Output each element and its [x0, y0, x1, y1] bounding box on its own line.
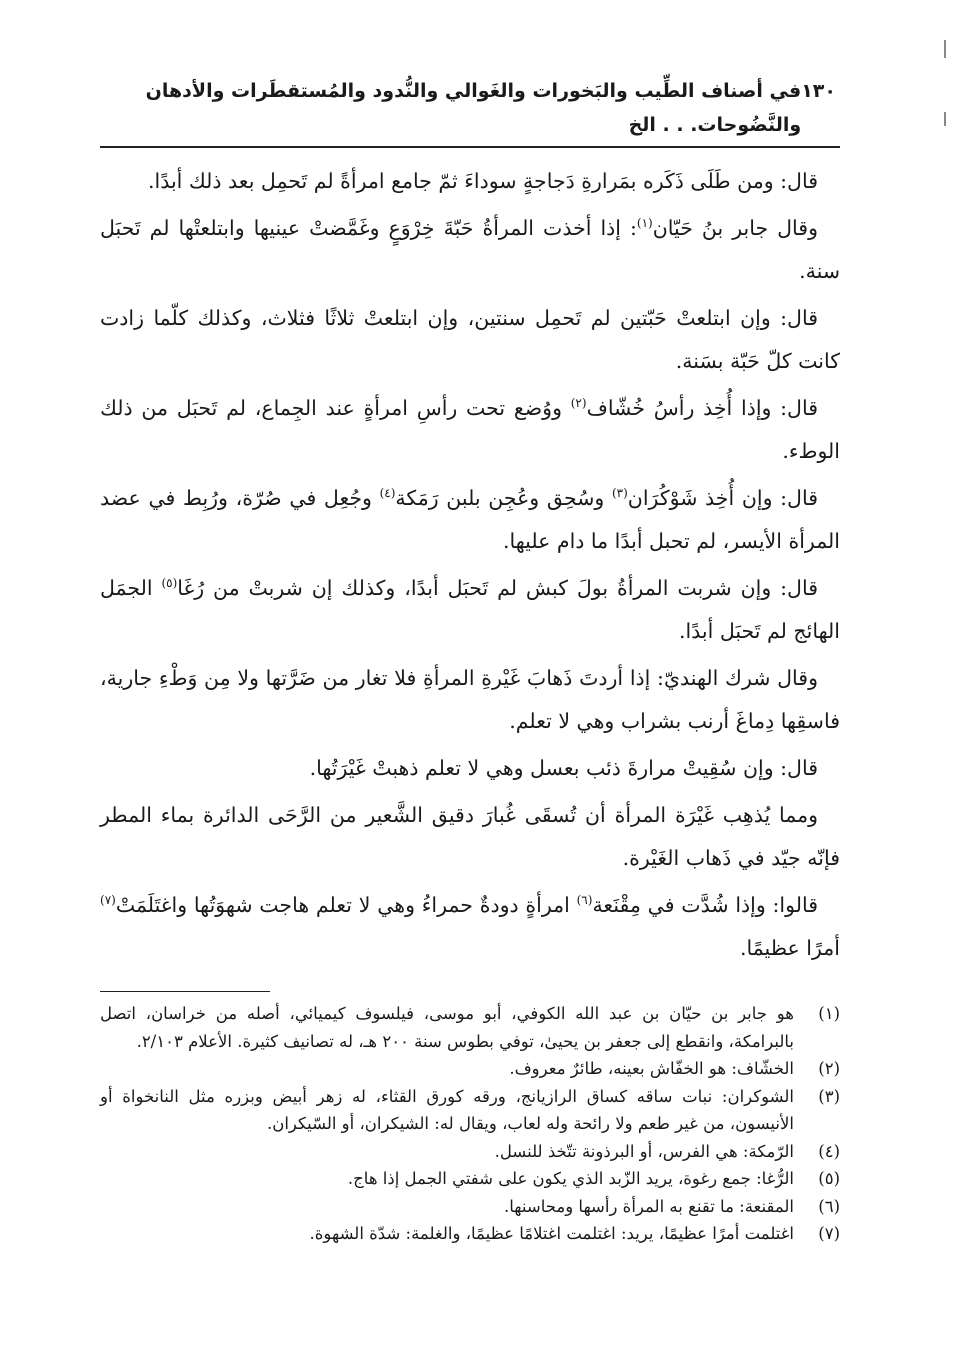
paragraph: وقال شرك الهنديّ: إذا أردتَ ذَهابَ غَيْرةِ المرأةِ فلا تغار من ضَرَّتها ولا مِن وَطْءِ جارية، فاسقِها دِماغَ أرنب بشراب وهي لا تعلم. — [100, 666, 840, 733]
paragraph: قال: وإن أُخِذ شَوْكُرَان$^{(٣)}$ وسُحِق وعُجِن بلبن رَمَكة$^{(٤)}$ وجُعِل في صُرّة، ورُبِط في عضد المرأة الأيسر، لم تحبل أبدًا ما دام عليها. — [100, 486, 840, 553]
book-page — [100, 74, 840, 1248]
page-number: ١٣٠ — [801, 80, 836, 102]
running-header — [100, 74, 840, 146]
page-edge-mark — [944, 112, 946, 126]
footnote-number: (٢) — [818, 1059, 840, 1078]
paragraph: قال: وإذا أُخِذ رأسُ خُشّاف$^{(٢)}$ ووُضع تحت رأسِ امرأةٍ عند الجِماع، لم تَحبَل من ذلك الوطء. — [100, 396, 840, 463]
paragraph: قال: ومن طَلَى ذَكَره بمَرارةِ دَجاجةٍ سوداءَ ثمّ جامع امرأةً لم تَحمِل بعد ذلك أبدًا. — [147, 169, 818, 193]
footnote-ref[interactable]: (٢) — [570, 396, 587, 411]
footnote — [100, 1055, 840, 1083]
footnote-text: المقنعة: ما تقنع به المرأة رأسها ومحاسنها. — [504, 1196, 794, 1216]
footnote-number: (٣) — [818, 1086, 840, 1106]
footnote-ref[interactable]: (٤) — [379, 486, 396, 501]
paragraph: ومما يُذهِب غَيْرَة المرأة أن تُسقَى غُبارَ دقيق الشَّعير من الرَّحَى الدائرة بماء المطر فإنّه جيّد في ذَهاب الغَيْرة. — [100, 803, 840, 870]
footnote-text: الرُّغا: جمع رغوة، يريد الزّبد الذي يكون على شفتي الجمل إذا هاج. — [347, 1169, 794, 1188]
footnote-text: الرّمكة: هي الفرس، أو البرذونة تتّخذ للنسل. — [494, 1141, 794, 1161]
footnote-ref[interactable]: (١) — [636, 216, 653, 231]
footnote-number: (٤) — [818, 1141, 840, 1161]
paragraph: قال: وإن سُقِيتْ مرارةَ ذئب بعسل وهي لا تعلم ذهبتْ غَيْرَتُها. — [309, 756, 818, 780]
footnote — [100, 1165, 840, 1193]
footnote-number: (١) — [818, 1004, 840, 1023]
footnote-text: هو جابر بن حيّان بن عبد الله الكوفي، أبو موسى، فيلسوف كيميائي، أصله من خراسان، اتصل بالبرامكة، وانقطع إلى جعفر بن يحيىٰ، توفي بطوس سنة ٢٠٠ هـ، له تصانيف كثيرة. الأعلام ٢/١٠٣. — [100, 1004, 794, 1051]
footnote-ref[interactable]: (٧) — [100, 893, 116, 908]
footnote-ref[interactable]: (٣) — [611, 486, 628, 501]
footnote-ref[interactable]: (٦) — [576, 893, 593, 908]
footnote-text: الشوكران: نبات ساقه كساق الرازيانج، ورقه كورق القثاء، له زهر أبيض وبزره مثل النانخواة أو الأنيسون، من غير طعم ولا رائحة وله لعاب، ويقال له: الشيكران، أو السّيكران. — [100, 1086, 794, 1133]
running-title: في أصناف الطِّيب والبَخورات والغَوالي والنُّدود والمُستقطَرات والأدهان والنَّضُوحات. . . الخ — [145, 80, 802, 136]
footnote — [100, 1193, 840, 1221]
page-edge-mark — [944, 40, 946, 58]
footnotes — [100, 1000, 840, 1248]
footnote — [100, 1220, 840, 1248]
footnote-text: الخشّاف: هو الخفّاش بعينه، طائرٌ معروف. — [509, 1059, 794, 1078]
paragraph: قال: وإن شربت المرأةُ بولَ كبش لم تَحبَل أبدًا، وكذلك إن شربتْ من رُغَا$^{(٥)}$ الجمَل الهائج لم تَحبَل أبدًا. — [100, 576, 840, 643]
paragraph: قالوا: وإذا شُدَّت في مِقْنَعة$^{(٦)}$ امرأةٍ دودةٌ حمراءُ وهي لا تعلم هاجت شهوَتُها واغتَلَمَتْ$^{(٧)}$ أمرًا عظيمًا. — [100, 893, 840, 960]
footnote — [100, 1138, 840, 1166]
header-rule — [100, 146, 840, 148]
footnote-text: اغتلمت أمرًا عظيمًا، يريد: اغتلمت اغتلامًا عظيمًا، والغلمة: شدّة الشهوة. — [309, 1224, 794, 1243]
footnote-ref[interactable]: (٥) — [161, 576, 178, 591]
footnotes-divider — [100, 991, 270, 992]
paragraph: قال: وإن ابتلعتْ حَبّتين لم تَحمِل سنتين، وإن ابتلعتْ ثلاثًا فثلاث، وكذلك كلّما زادت كانت كلّ حَبّة بسَنة. — [100, 306, 840, 373]
footnote-number: (٧) — [818, 1224, 840, 1243]
main-text — [100, 160, 840, 973]
footnote — [100, 1000, 840, 1055]
paragraph: وقال جابر بنُ حَيّان$^{(١)}$: إذا أخذت المرأةُ حَبّةَ خِرْوَعٍ وغَمَّضتْ عينيها وابتلعتْها لم تَحبَل سنة. — [100, 216, 840, 283]
footnote-number: (٦) — [818, 1196, 840, 1216]
footnote-number: (٥) — [818, 1169, 840, 1188]
footnote — [100, 1083, 840, 1138]
